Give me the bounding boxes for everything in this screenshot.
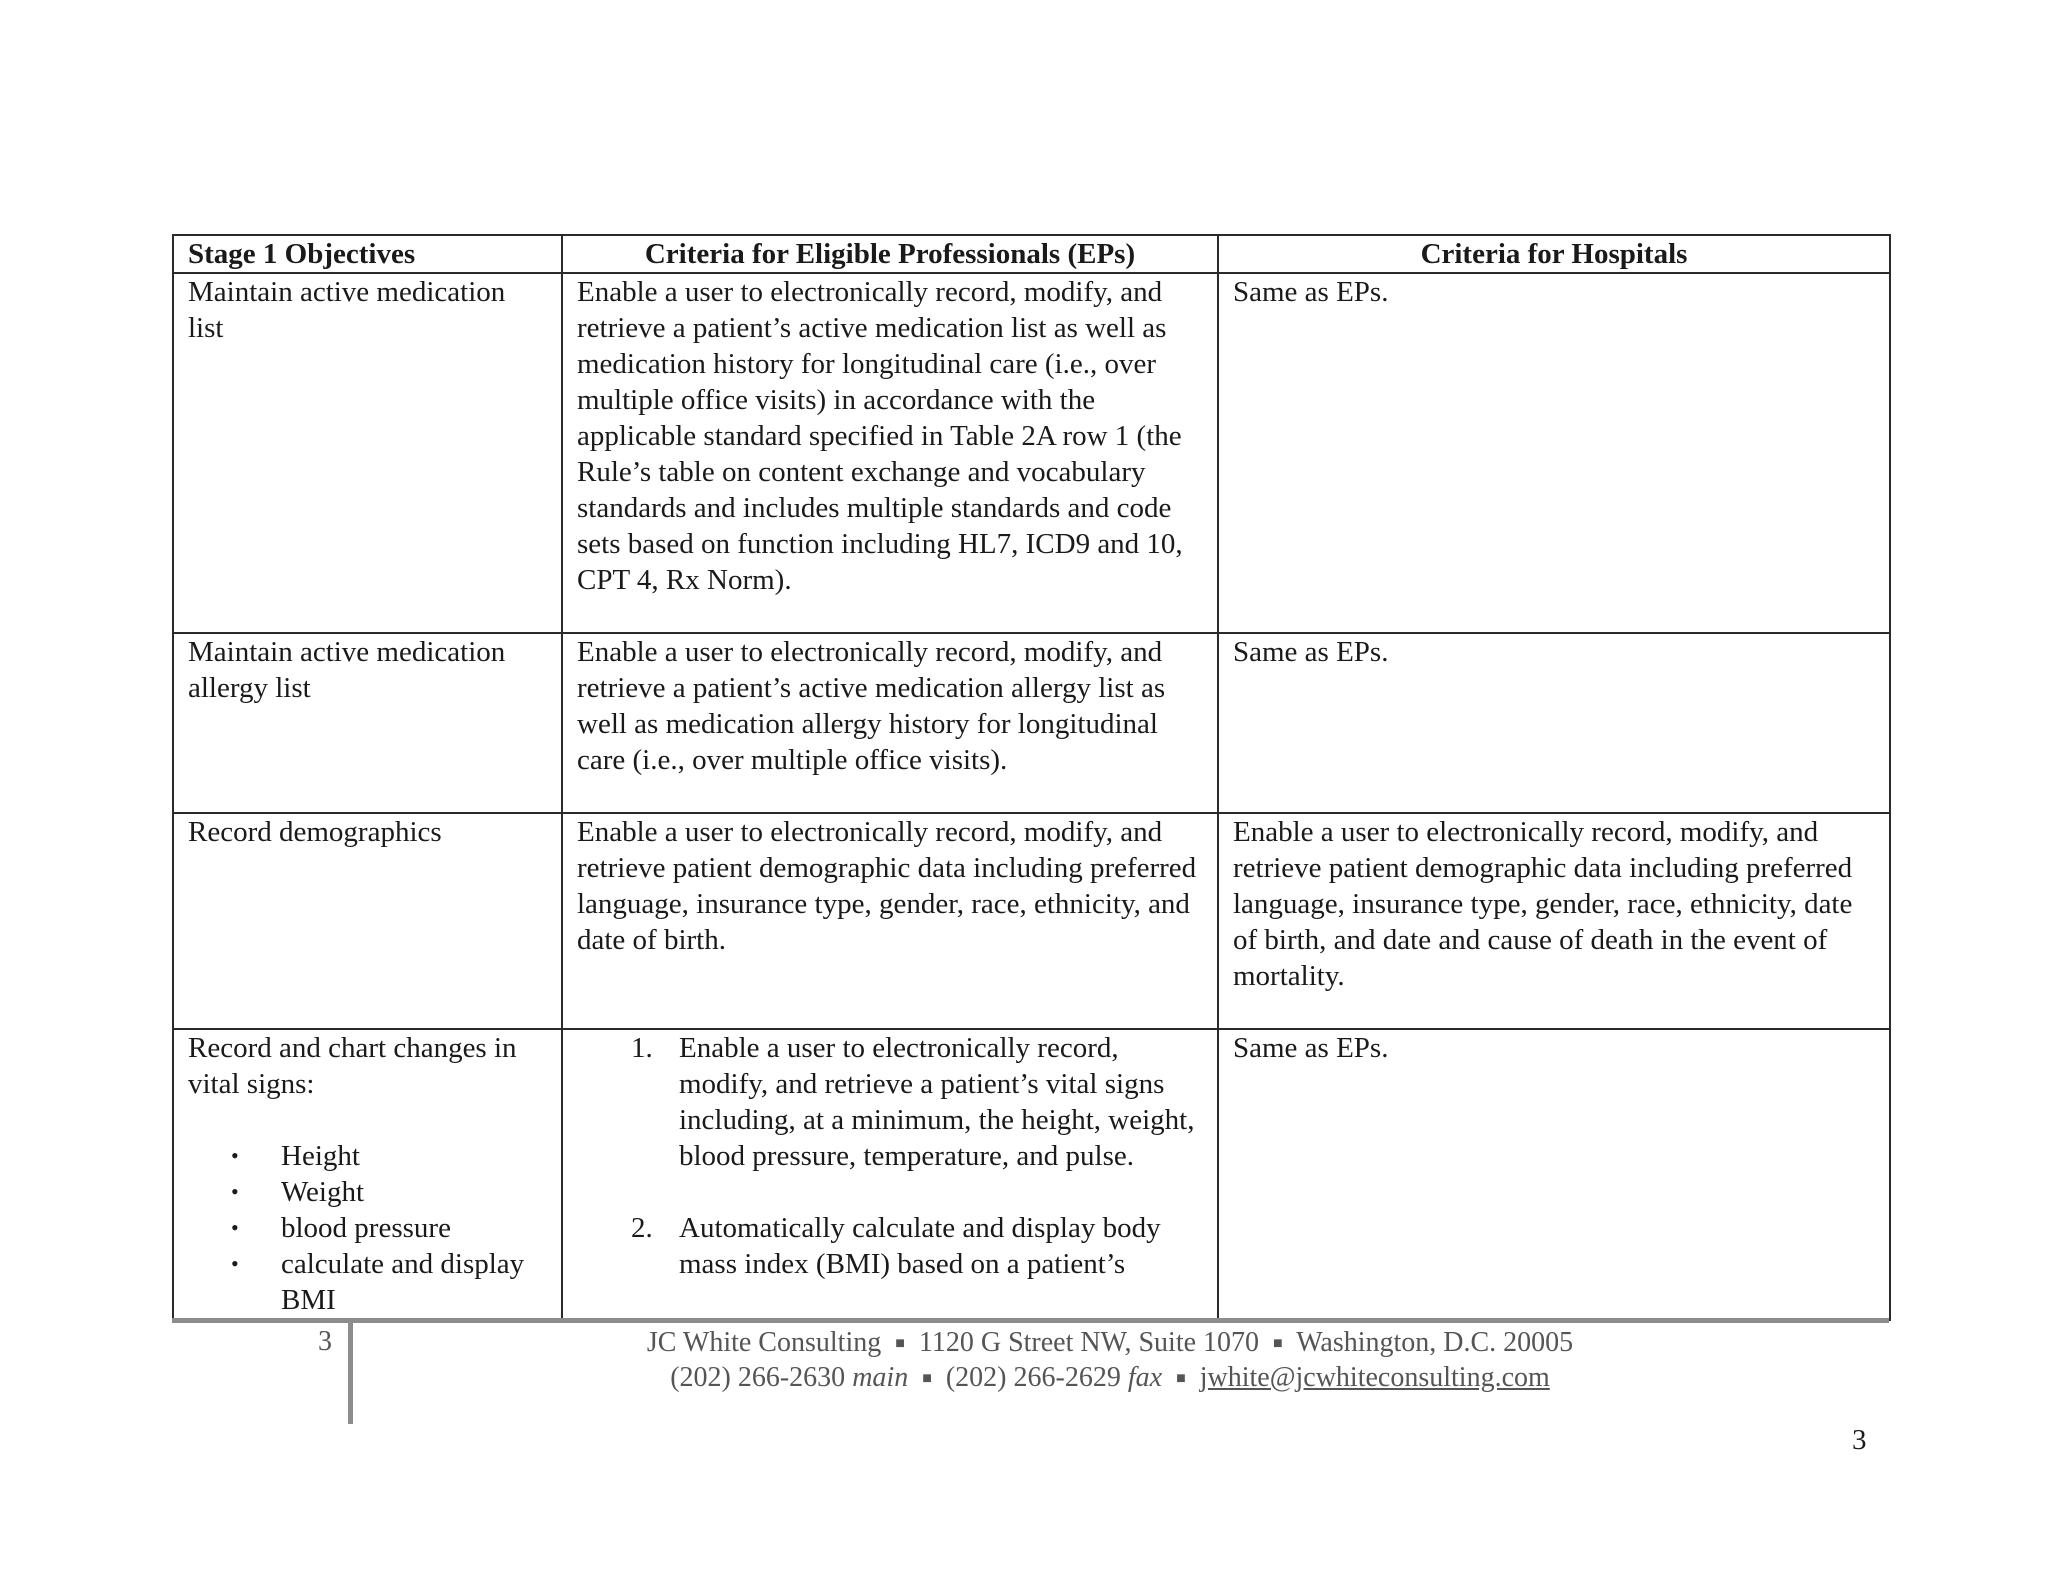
step-number: 2. <box>631 1212 653 1244</box>
footer-rule <box>172 1318 1889 1323</box>
footer-company: JC White Consulting <box>646 1327 882 1358</box>
list-item: • Weight <box>281 1174 547 1210</box>
footer-main-label: main <box>852 1362 909 1393</box>
hospital-criteria-cell <box>1218 633 1890 813</box>
list-item <box>631 1210 1203 1282</box>
eps-steps-list <box>577 1030 1203 1282</box>
list-item: • Height <box>281 1138 547 1174</box>
eps-criteria-cell <box>562 1029 1218 1320</box>
header-criteria-hospitals: Criteria for Hospitals <box>1218 235 1890 273</box>
hospital-criteria-text: Same as EPs. <box>1233 1032 1389 1064</box>
list-item <box>631 1030 1203 1174</box>
objective-text: Maintain active medication allergy list <box>188 636 506 704</box>
table-row <box>173 273 1890 633</box>
footer-phone-line <box>540 1361 1680 1396</box>
objective-cell <box>173 813 562 1029</box>
objective-cell <box>173 633 562 813</box>
footer-fax-label: fax <box>1127 1362 1163 1393</box>
table-row <box>173 633 1890 813</box>
hospital-criteria-text: Same as EPs. <box>1233 276 1389 308</box>
objective-text: Record and chart changes in vital signs: <box>188 1032 517 1100</box>
header-criteria-eps: Criteria for Eligible Professionals (EPs) <box>562 235 1218 273</box>
footer-contact <box>540 1326 1680 1396</box>
objective-cell <box>173 1029 562 1320</box>
step-text: Automatically calculate and display body mass index (BMI) based on a patient’s <box>679 1212 1161 1280</box>
list-item: • calculate and display BMI <box>281 1246 547 1318</box>
hospital-criteria-text: Enable a user to electronically record, modify, and retrieve patient demographic data including preferred language, insurance type, gender, race, ethnicity, date of birth, and date and cause of death in the event of mortality. <box>1233 816 1853 992</box>
footer-city: Washington, D.C. 20005 <box>1296 1327 1574 1358</box>
criteria-table <box>172 234 1891 1321</box>
table-row <box>173 813 1890 1029</box>
hospital-criteria-cell <box>1218 1029 1890 1320</box>
square-separator-icon: ■ <box>895 1335 905 1352</box>
eps-criteria-cell <box>562 813 1218 1029</box>
footer-email-link[interactable]: jwhite@jcwhiteconsulting.com <box>1199 1362 1550 1393</box>
footer-page-number: 3 <box>318 1326 332 1357</box>
square-separator-icon: ■ <box>1273 1335 1283 1352</box>
page-number: 3 <box>1852 1424 1867 1456</box>
hospital-criteria-cell <box>1218 273 1890 633</box>
eps-criteria-cell <box>562 273 1218 633</box>
eps-criteria-text: Enable a user to electronically record, modify, and retrieve a patient’s active medication list as well as medication history for longitudinal care (i.e., over multiple office visits) in accordance with the applicable standard specified in Table 2A row 1 (the Rule’s table on content exchange and vocabulary standards and includes multiple standards and code sets based on function including HL7, ICD9 and 10, CPT 4, Rx Norm). <box>577 276 1183 596</box>
hospital-criteria-text: Same as EPs. <box>1233 636 1389 668</box>
objective-text: Record demographics <box>188 816 442 848</box>
footer-phone-main: (202) 266-2630 <box>670 1362 846 1393</box>
hospital-criteria-cell <box>1218 813 1890 1029</box>
table-header-row <box>173 235 1890 273</box>
objective-text: Maintain active medication list <box>188 276 506 344</box>
footer-address-line <box>540 1326 1680 1361</box>
list-item: • blood pressure <box>281 1210 547 1246</box>
footer-address: 1120 G Street NW, Suite 1070 <box>918 1327 1260 1358</box>
footer-vertical-bar <box>348 1318 353 1424</box>
eps-criteria-text: Enable a user to electronically record, modify, and retrieve patient demographic data including preferred language, insurance type, gender, race, ethnicity, and date of birth. <box>577 816 1197 956</box>
header-stage-objectives: Stage 1 Objectives <box>173 235 562 273</box>
footer-phone-fax: (202) 266-2629 <box>945 1362 1121 1393</box>
square-separator-icon: ■ <box>922 1370 932 1387</box>
square-separator-icon: ■ <box>1176 1370 1186 1387</box>
step-text: Enable a user to electronically record, modify, and retrieve a patient’s vital signs including, at a minimum, the height, weight, blood pressure, temperature, and pulse. <box>679 1032 1195 1172</box>
table-row <box>173 1029 1890 1320</box>
eps-criteria-text: Enable a user to electronically record, modify, and retrieve a patient’s active medication allergy list as well as medication allergy history for longitudinal care (i.e., over multiple office visits). <box>577 636 1166 776</box>
eps-criteria-cell <box>562 633 1218 813</box>
step-number: 1. <box>631 1032 653 1064</box>
vital-signs-list <box>188 1138 547 1318</box>
objective-cell <box>173 273 562 633</box>
